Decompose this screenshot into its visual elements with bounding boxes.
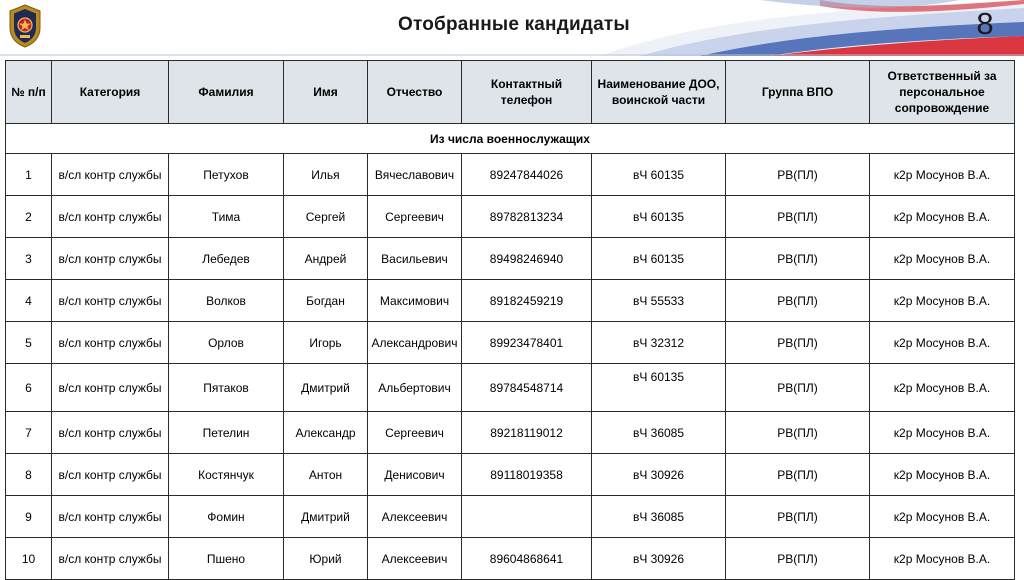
row-number: 7 <box>6 412 52 454</box>
cell-surname: Лебедев <box>169 238 284 280</box>
cell-unit: вЧ 32312 <box>592 322 726 364</box>
row-number: 6 <box>6 364 52 412</box>
cell-group: РВ(ПЛ) <box>726 454 870 496</box>
cell-category: в/сл контр службы <box>52 496 169 538</box>
cell-patronymic: Максимович <box>368 280 462 322</box>
cell-phone: 89784548714 <box>462 364 592 412</box>
cell-category: в/сл контр службы <box>52 280 169 322</box>
cell-group: РВ(ПЛ) <box>726 538 870 580</box>
cell-phone: 89182459219 <box>462 280 592 322</box>
cell-responsible: к2р Мосунов В.А. <box>870 454 1015 496</box>
cell-phone: 89604868641 <box>462 538 592 580</box>
cell-phone: 89118019358 <box>462 454 592 496</box>
cell-unit: вЧ 36085 <box>592 496 726 538</box>
cell-category: в/сл контр службы <box>52 238 169 280</box>
row-number: 10 <box>6 538 52 580</box>
cell-phone: 89247844026 <box>462 154 592 196</box>
cell-name: Александр <box>284 412 368 454</box>
table-row <box>6 496 1015 538</box>
cell-surname: Тима <box>169 196 284 238</box>
column-header-number: № п/п <box>6 61 52 124</box>
cell-phone: 89923478401 <box>462 322 592 364</box>
cell-name: Богдан <box>284 280 368 322</box>
table-row <box>6 280 1015 322</box>
cell-group: РВ(ПЛ) <box>726 238 870 280</box>
cell-surname: Волков <box>169 280 284 322</box>
cell-responsible: к2р Мосунов В.А. <box>870 280 1015 322</box>
cell-unit: вЧ 60135 <box>592 238 726 280</box>
column-header-patronymic: Отчество <box>368 61 462 124</box>
candidates-table <box>5 60 1015 580</box>
cell-category: в/сл контр службы <box>52 196 169 238</box>
cell-surname: Пшено <box>169 538 284 580</box>
cell-category: в/сл контр службы <box>52 454 169 496</box>
column-header-group: Группа ВПО <box>726 61 870 124</box>
cell-name: Дмитрий <box>284 496 368 538</box>
table-header-row <box>6 61 1015 124</box>
cell-unit: вЧ 30926 <box>592 538 726 580</box>
cell-responsible: к2р Мосунов В.А. <box>870 538 1015 580</box>
cell-patronymic: Денисович <box>368 454 462 496</box>
cell-name: Сергей <box>284 196 368 238</box>
cell-group: РВ(ПЛ) <box>726 280 870 322</box>
table-row <box>6 364 1015 412</box>
candidates-table-wrapper <box>5 60 1014 580</box>
cell-unit: вЧ 55533 <box>592 280 726 322</box>
cell-responsible: к2р Мосунов В.А. <box>870 154 1015 196</box>
slide-header <box>0 0 1024 56</box>
cell-responsible: к2р Мосунов В.А. <box>870 412 1015 454</box>
cell-surname: Пятаков <box>169 364 284 412</box>
table-row <box>6 322 1015 364</box>
cell-patronymic: Альбертович <box>368 364 462 412</box>
cell-unit: вЧ 36085 <box>592 412 726 454</box>
cell-name: Андрей <box>284 238 368 280</box>
cell-unit: вЧ 60135 <box>592 154 726 196</box>
cell-patronymic: Сергеевич <box>368 412 462 454</box>
table-row <box>6 412 1015 454</box>
section-row <box>6 124 1015 154</box>
cell-phone: 89218119012 <box>462 412 592 454</box>
cell-unit: вЧ 60135 <box>592 196 726 238</box>
row-number: 3 <box>6 238 52 280</box>
table-row <box>6 238 1015 280</box>
row-number: 9 <box>6 496 52 538</box>
row-number: 2 <box>6 196 52 238</box>
column-header-category: Категория <box>52 61 169 124</box>
table-row <box>6 196 1015 238</box>
cell-responsible: к2р Мосунов В.А. <box>870 238 1015 280</box>
table-row <box>6 454 1015 496</box>
page-number: 8 <box>976 6 994 41</box>
cell-surname: Костянчук <box>169 454 284 496</box>
cell-category: в/сл контр службы <box>52 538 169 580</box>
cell-group: РВ(ПЛ) <box>726 412 870 454</box>
cell-name: Илья <box>284 154 368 196</box>
cell-patronymic: Алексеевич <box>368 496 462 538</box>
cell-surname: Петелин <box>169 412 284 454</box>
row-number: 5 <box>6 322 52 364</box>
cell-patronymic: Александрович <box>368 322 462 364</box>
cell-responsible: к2р Мосунов В.А. <box>870 364 1015 412</box>
cell-group: РВ(ПЛ) <box>726 496 870 538</box>
column-header-phone: Контактный телефон <box>462 61 592 124</box>
cell-phone: 89498246940 <box>462 238 592 280</box>
cell-surname: Орлов <box>169 322 284 364</box>
cell-group: РВ(ПЛ) <box>726 196 870 238</box>
cell-unit: вЧ 30926 <box>592 454 726 496</box>
column-header-responsible: Ответственный за персональное сопровождение <box>870 61 1015 124</box>
cell-group: РВ(ПЛ) <box>726 364 870 412</box>
emblem-icon <box>6 4 44 48</box>
cell-category: в/сл контр службы <box>52 364 169 412</box>
table-row <box>6 538 1015 580</box>
row-number: 1 <box>6 154 52 196</box>
row-number: 4 <box>6 280 52 322</box>
cell-category: в/сл контр службы <box>52 154 169 196</box>
cell-responsible: к2р Мосунов В.А. <box>870 496 1015 538</box>
cell-patronymic: Васильевич <box>368 238 462 280</box>
cell-category: в/сл контр службы <box>52 322 169 364</box>
row-number: 8 <box>6 454 52 496</box>
page-title: Отобранные кандидаты <box>398 14 630 35</box>
cell-surname: Петухов <box>169 154 284 196</box>
cell-unit: вЧ 60135 <box>592 364 726 412</box>
cell-phone <box>462 496 592 538</box>
table-row <box>6 154 1015 196</box>
cell-group: РВ(ПЛ) <box>726 322 870 364</box>
column-header-name: Имя <box>284 61 368 124</box>
cell-group: РВ(ПЛ) <box>726 154 870 196</box>
cell-name: Юрий <box>284 538 368 580</box>
column-header-surname: Фамилия <box>169 61 284 124</box>
cell-phone: 89782813234 <box>462 196 592 238</box>
column-header-unit: Наименование ДОО, воинской части <box>592 61 726 124</box>
cell-responsible: к2р Мосунов В.А. <box>870 196 1015 238</box>
cell-surname: Фомин <box>169 496 284 538</box>
cell-category: в/сл контр службы <box>52 412 169 454</box>
section-title: Из числа военнослужащих <box>6 124 1015 154</box>
cell-patronymic: Вячеславович <box>368 154 462 196</box>
cell-name: Игорь <box>284 322 368 364</box>
cell-responsible: к2р Мосунов В.А. <box>870 322 1015 364</box>
cell-patronymic: Алексеевич <box>368 538 462 580</box>
cell-name: Дмитрий <box>284 364 368 412</box>
cell-patronymic: Сергеевич <box>368 196 462 238</box>
cell-name: Антон <box>284 454 368 496</box>
